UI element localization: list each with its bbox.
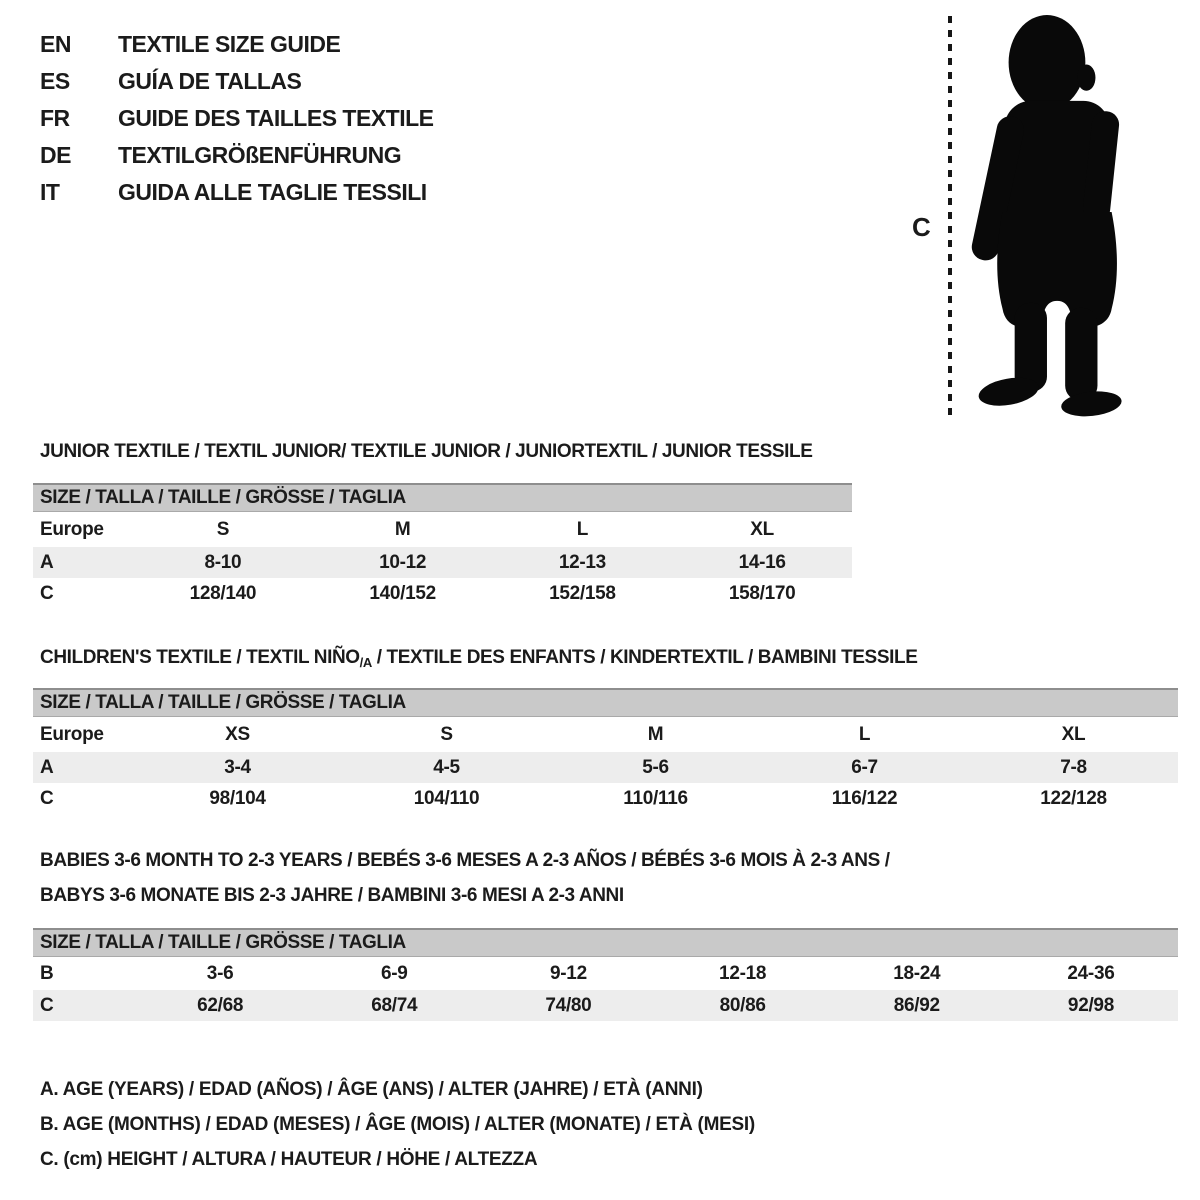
footnote-a: A. AGE (YEARS) / EDAD (AÑOS) / ÂGE (ANS) / ALTER (JAHRE) / ETÀ (ANNI) bbox=[40, 1079, 703, 1100]
language-code: EN bbox=[40, 31, 71, 57]
junior-section-title: JUNIOR TEXTILE / TEXTIL JUNIOR/ TEXTILE JUNIOR / JUNIORTEXTIL / JUNIOR TESSILE bbox=[40, 441, 813, 462]
size-header-band bbox=[33, 928, 1178, 957]
size-column: XL bbox=[1061, 723, 1086, 745]
height-value: 98/104 bbox=[209, 787, 266, 809]
age-value: 6-7 bbox=[851, 756, 878, 778]
size-header-band bbox=[33, 483, 852, 512]
height-value: 158/170 bbox=[728, 582, 796, 604]
language-row-fr bbox=[40, 100, 434, 137]
babies-size-table bbox=[33, 928, 1178, 1021]
size-column: M bbox=[394, 518, 411, 540]
age-months-value: 6-9 bbox=[380, 962, 408, 984]
age-value: 8-10 bbox=[204, 551, 242, 573]
height-value: 116/122 bbox=[831, 787, 898, 809]
size-header-label: SIZE / TALLA / TAILLE / GRÖSSE / TAGLIA bbox=[40, 692, 406, 713]
height-value: 152/158 bbox=[549, 582, 616, 604]
row-label: C bbox=[40, 787, 54, 809]
age-value: 12-13 bbox=[558, 551, 606, 573]
table-row bbox=[33, 512, 852, 547]
size-column: XS bbox=[225, 723, 250, 745]
height-value: 86/92 bbox=[893, 994, 940, 1016]
children-section-title bbox=[40, 640, 917, 676]
size-header-label: SIZE / TALLA / TAILLE / GRÖSSE / TAGLIA bbox=[40, 487, 406, 508]
age-months-value: 18-24 bbox=[893, 962, 941, 984]
row-label: C bbox=[40, 582, 54, 604]
guide-title-it: GUIDA ALLE TAGLIE TESSILI bbox=[118, 179, 427, 205]
table-row bbox=[33, 783, 1178, 814]
height-value: 92/98 bbox=[1067, 994, 1114, 1016]
size-column: S bbox=[216, 518, 230, 540]
table-row bbox=[33, 752, 1178, 783]
height-value: 104/110 bbox=[413, 787, 480, 809]
language-title-list bbox=[40, 26, 434, 211]
table-row bbox=[33, 547, 852, 578]
age-value: 4-5 bbox=[433, 756, 460, 778]
height-value: 122/128 bbox=[1040, 787, 1107, 809]
guide-title-es: GUÍA DE TALLAS bbox=[118, 68, 302, 94]
height-measure-dashed-line bbox=[948, 16, 952, 416]
footnote-b: B. AGE (MONTHS) / EDAD (MESES) / ÂGE (MOIS) / ALTER (MONATE) / ETÀ (MESI) bbox=[40, 1114, 755, 1135]
footnote-c: C. (cm) HEIGHT / ALTURA / HAUTEUR / HÖHE / ALTEZZA bbox=[40, 1149, 538, 1170]
row-label: A bbox=[40, 551, 54, 573]
babies-title-line1: BABIES 3-6 MONTH TO 2-3 YEARS / BEBÉS 3-6 MESES A 2-3 AÑOS / BÉBÉS 3-6 MOIS À 2-3 ANS / bbox=[40, 850, 890, 871]
size-column: L bbox=[576, 518, 589, 540]
age-value: 7-8 bbox=[1060, 756, 1087, 778]
row-label: A bbox=[40, 756, 54, 778]
children-title-part2: / TEXTILE DES ENFANTS / KINDERTEXTIL / BAMBINI TESSILE bbox=[371, 647, 918, 668]
size-column: M bbox=[647, 723, 664, 745]
language-row-es bbox=[40, 63, 434, 100]
measure-c-label: C bbox=[912, 212, 931, 242]
age-value: 5-6 bbox=[642, 756, 669, 778]
height-value: 110/116 bbox=[623, 787, 688, 809]
size-header-band bbox=[33, 688, 1178, 717]
size-header-label: SIZE / TALLA / TAILLE / GRÖSSE / TAGLIA bbox=[40, 932, 406, 953]
table-row bbox=[33, 578, 852, 609]
guide-title-fr: GUIDE DES TAILLES TEXTILE bbox=[118, 105, 434, 131]
size-column: L bbox=[858, 723, 871, 745]
height-value: 128/140 bbox=[189, 582, 257, 604]
age-value: 14-16 bbox=[738, 551, 786, 573]
table-row bbox=[33, 717, 1178, 752]
language-code: IT bbox=[40, 179, 60, 205]
age-months-value: 12-18 bbox=[719, 962, 767, 984]
age-months-value: 3-6 bbox=[206, 962, 234, 984]
age-value: 10-12 bbox=[379, 551, 427, 573]
height-measure-figure bbox=[900, 0, 1200, 430]
language-row-de bbox=[40, 137, 434, 174]
height-value: 80/86 bbox=[719, 994, 766, 1016]
height-value: 140/152 bbox=[369, 582, 436, 604]
row-label: Europe bbox=[40, 723, 104, 745]
table-row bbox=[33, 957, 1178, 990]
children-title-sub: /A bbox=[359, 655, 372, 670]
guide-title-en: TEXTILE SIZE GUIDE bbox=[118, 31, 341, 57]
language-code: FR bbox=[40, 105, 70, 131]
babies-section-title bbox=[40, 843, 890, 913]
age-months-value: 24-36 bbox=[1067, 962, 1115, 984]
language-row-en bbox=[40, 26, 434, 63]
children-title-part1: CHILDREN'S TEXTILE / TEXTIL NIÑO bbox=[40, 647, 360, 668]
children-size-table bbox=[33, 688, 1178, 814]
height-value: 74/80 bbox=[545, 994, 592, 1016]
age-value: 3-4 bbox=[224, 756, 251, 778]
legend-footnotes bbox=[40, 1072, 755, 1177]
row-label: Europe bbox=[40, 518, 104, 540]
guide-title-de: TEXTILGRÖßENFÜHRUNG bbox=[118, 142, 402, 168]
language-code: ES bbox=[40, 68, 70, 94]
babies-title-line2: BABYS 3-6 MONATE BIS 2-3 JAHRE / BAMBINI 3-6 MESI A 2-3 ANNI bbox=[40, 885, 624, 906]
height-value: 68/74 bbox=[371, 994, 418, 1016]
row-label: C bbox=[40, 994, 54, 1016]
height-value: 62/68 bbox=[197, 994, 244, 1016]
toddler-silhouette-icon bbox=[958, 10, 1140, 418]
junior-size-table bbox=[33, 483, 852, 609]
table-row bbox=[33, 990, 1178, 1021]
language-row-it bbox=[40, 174, 434, 211]
size-column: XL bbox=[750, 518, 774, 540]
age-months-value: 9-12 bbox=[550, 962, 587, 984]
row-label: B bbox=[40, 962, 54, 984]
language-code: DE bbox=[40, 142, 71, 168]
size-column: S bbox=[440, 723, 453, 745]
